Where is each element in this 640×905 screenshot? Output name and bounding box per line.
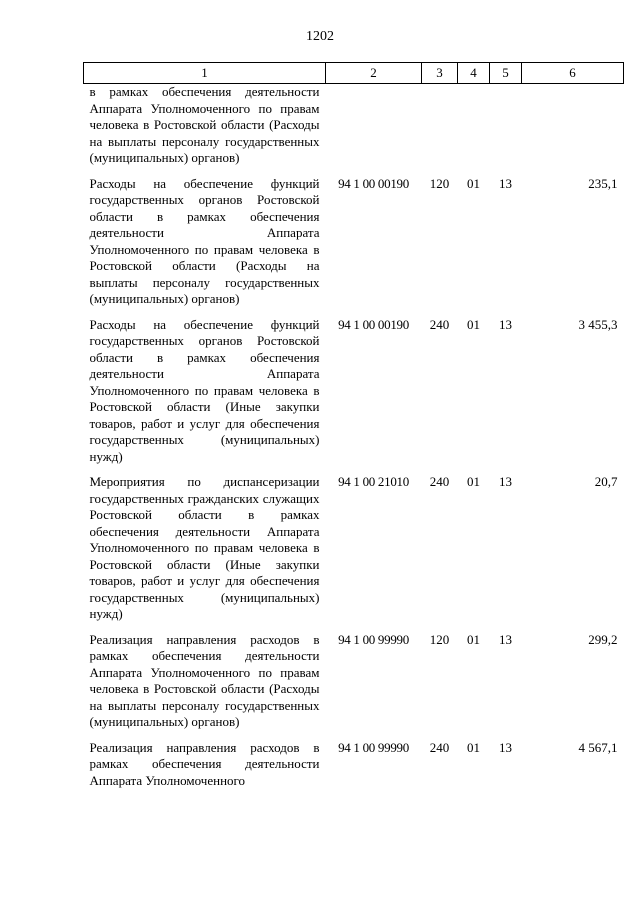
section-cell [458, 84, 490, 176]
section-cell: 01 [467, 631, 480, 647]
amount-cell: 4 567,1 [578, 739, 618, 755]
expense-type-cell: 240 [429, 739, 450, 755]
budget-table [83, 62, 624, 798]
column-header-1: 1 [84, 63, 326, 84]
section-cell: 01 [467, 316, 480, 332]
section-cell: 01 [467, 175, 480, 191]
table-row [84, 317, 624, 475]
amount-cell: 299,2 [588, 631, 618, 647]
subsection-cell: 13 [499, 739, 512, 755]
target-code-cell [326, 84, 422, 176]
column-header-5: 5 [490, 63, 522, 84]
subsection-cell [490, 84, 522, 176]
amount-cell [522, 84, 624, 176]
table-header [84, 63, 624, 84]
subsection-cell: 13 [499, 474, 512, 489]
subsection-cell: 13 [499, 175, 512, 191]
expense-name-cell: Расходы на обеспечение функций государственных органов Ростовской области в рамках обеспечения деятельности Аппарата Уполномоченного по правам человека в Ростовской области (Иные закупки товаров, работ и услуг для обеспечения государственных (муниципальных) нужд) [89, 316, 320, 464]
table-row [84, 474, 624, 632]
expense-type-cell: 240 [429, 474, 450, 489]
table-row [84, 176, 624, 317]
column-header-4: 4 [458, 63, 490, 84]
table-body [84, 84, 624, 799]
amount-cell: 235,1 [588, 175, 618, 191]
subsection-cell: 13 [499, 631, 512, 647]
table-row [84, 84, 624, 176]
column-header-2: 2 [326, 63, 422, 84]
amount-cell: 20,7 [594, 474, 618, 489]
target-code-cell: 94 1 00 00190 [338, 316, 409, 332]
column-header-3: 3 [422, 63, 458, 84]
subsection-cell: 13 [499, 316, 512, 332]
expense-type-cell: 120 [429, 631, 450, 647]
amount-cell: 3 455,3 [578, 316, 618, 332]
expense-type-cell: 120 [429, 175, 450, 191]
page-number: 1202 [306, 29, 334, 44]
section-cell: 01 [467, 739, 480, 755]
expense-type-cell: 240 [429, 316, 450, 332]
expense-name-cell: в рамках обеспечения деятельности Аппарата Уполномоченного по правам человека в Ростовской области (Расходы на выплаты персоналу государственных (муниципальных) органов) [89, 84, 320, 165]
table-row [84, 740, 624, 799]
expense-name-cell: Реализация направления расходов в рамках обеспечения деятельности Аппарата Уполномоченного [89, 739, 320, 788]
expense-name-cell: Мероприятия по диспансеризации государственных гражданских служащих Ростовской области в рамках обеспечения деятельности Аппарата Уполномоченного по правам человека в Ростовской области (Иные закупки товаров, работ и услуг для обеспечения государственных (муниципальных) нужд) [89, 474, 320, 621]
expense-name-cell: Реализация направления расходов в рамках обеспечения деятельности Аппарата Уполномоченного по правам человека в Ростовской области (Расходы на выплаты персоналу государственных (муниципальных) органов) [89, 631, 320, 729]
expense-name-cell: Расходы на обеспечение функций государственных органов Ростовской области в рамках обеспечения деятельности Аппарата Уполномоченного по правам человека в Ростовской области (Расходы на выплаты персоналу государственных (муниципальных) органов) [89, 175, 320, 306]
target-code-cell: 94 1 00 21010 [338, 474, 409, 489]
expense-type-cell [422, 84, 458, 176]
target-code-cell: 94 1 00 99990 [338, 739, 409, 755]
section-cell: 01 [467, 474, 480, 489]
column-header-6: 6 [522, 63, 624, 84]
target-code-cell: 94 1 00 99990 [338, 631, 409, 647]
table-row [84, 632, 624, 740]
target-code-cell: 94 1 00 00190 [338, 175, 409, 191]
